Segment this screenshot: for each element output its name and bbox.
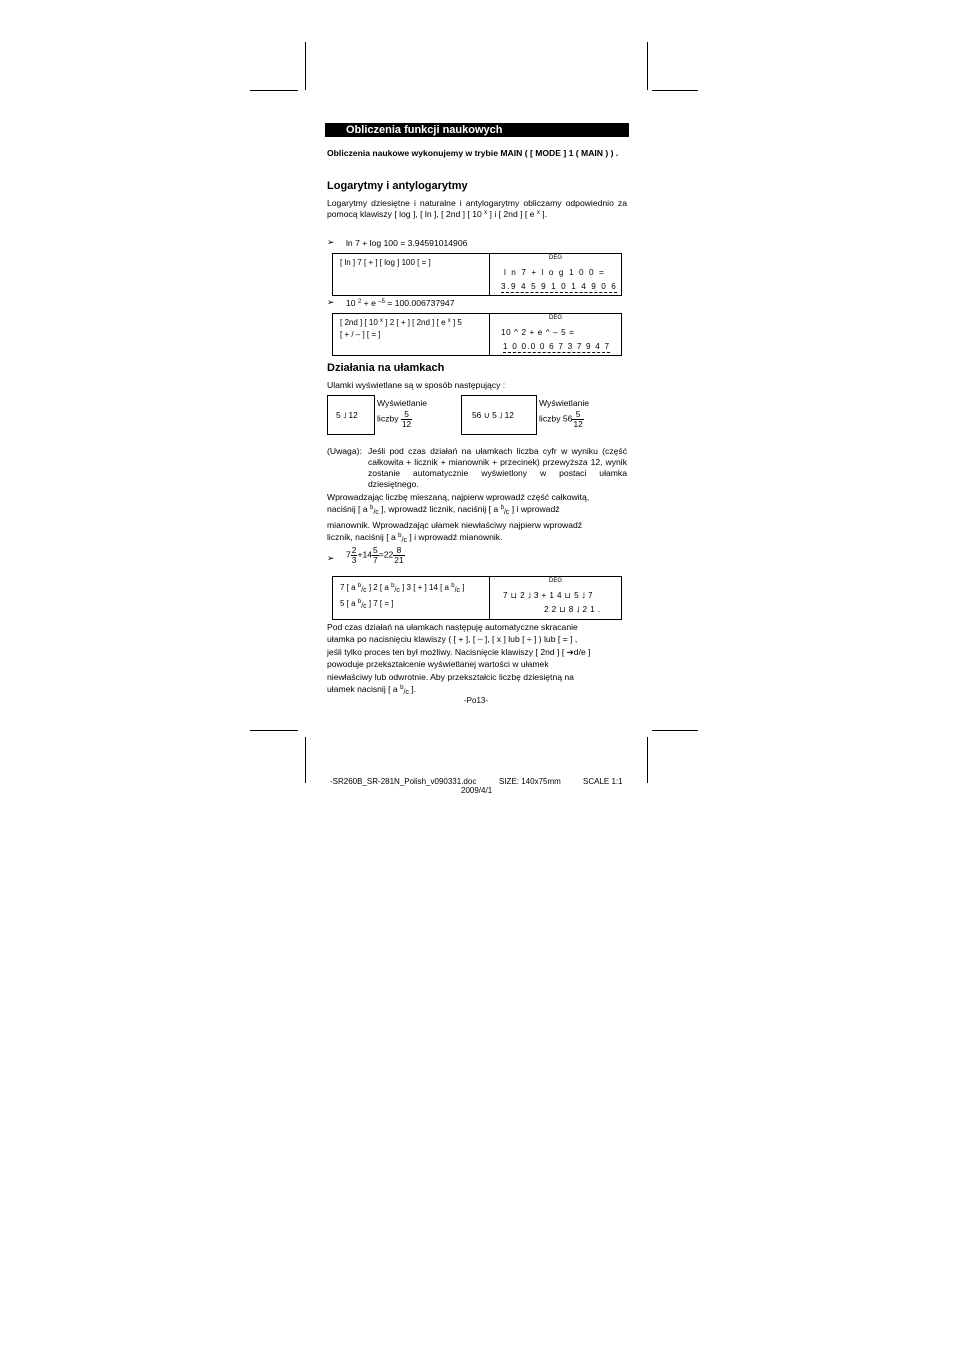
fraction-display-label: Wyświetlanie xyxy=(539,398,590,408)
fraction-display-value: liczby $\frac{5}{12}$ xyxy=(377,409,412,429)
crop-mark xyxy=(652,90,698,91)
fraction: $\frac{8}{21}$ xyxy=(394,545,404,565)
crop-mark xyxy=(250,90,298,91)
fraction-display-box-1: 5 ˩ 12 xyxy=(327,395,375,435)
key-sequence: [ ln ] 7 [ + ] [ log ] 100 [ = ] xyxy=(333,254,490,295)
example-1: ln 7 + log 100 = 3.94591014906 xyxy=(346,238,468,248)
footer-filename: -SR260B_SR-281N_Polish_v090331.doc xyxy=(330,777,477,786)
calculator-display xyxy=(490,577,621,619)
example-3: 7 $\frac{2}{3}$ +14 $\frac{5}{7}$ =22 $\frac{8}{21}$ xyxy=(346,545,404,565)
display-line-1: 7 ⊔ 2 ˩ 3 + 1 4 ⊔ 5 ˩ 7 xyxy=(503,591,593,600)
crop-mark xyxy=(652,730,698,731)
fraction-display-box-2: 56 ∪ 5 ˩ 12 xyxy=(461,395,537,435)
display-line-1: l n 7 + l o g 1 0 0 = xyxy=(504,268,606,277)
note-label: (Uwaga): xyxy=(327,446,362,456)
bullet-arrow-icon: ➢ xyxy=(327,237,335,247)
fraction: $\frac{5}{12}$ xyxy=(573,409,583,429)
heading-fractions: Działania na ułamkach xyxy=(327,362,445,374)
calculator-display xyxy=(490,254,621,295)
note-text: Jeśli pod czas działań na ułamkach liczba cyfr w wyniku (część całkowita + licznik + mianownik + przecinek) przewyższa 12, wynik zostanie automatycznie wyświetlony w postaci ułamka dziesiętnego. xyxy=(368,446,627,489)
key-sequence: [ 2nd ] [ 10 $^x$ ] 2 [ + ] [ 2nd ] [ e $^x$ ] 5 [ + / – ] [ = ] xyxy=(333,314,490,355)
crop-mark xyxy=(305,737,306,783)
display-line-1: 10 ^ 2 + e ^ – 5 = xyxy=(501,328,575,337)
fractions-intro: Ulamki wyświetlane są w sposób następujący : xyxy=(327,380,506,390)
deg-indicator: DEG xyxy=(548,255,562,261)
calculator-display xyxy=(490,314,621,355)
bullet-arrow-icon: ➢ xyxy=(327,297,335,307)
footer-size: SIZE: 140x75mm xyxy=(499,777,561,786)
key-sequence: 7 [ a $^b$/c ] 2 [ a $^b$/c ] 3 [ + ] 14 [ a $^b$/c ] 5 [ a $^b$/c ] 7 [ = ] xyxy=(333,577,490,619)
heading-logarithms: Logarytmy i antylogarytmy xyxy=(327,180,468,192)
fraction-display-label: Wyświetlanie xyxy=(377,398,428,408)
footer-scale: SCALE 1:1 xyxy=(583,777,623,786)
fraction: $\frac{5}{12}$ xyxy=(401,409,412,429)
to-fraction-arrow-icon: ➔d/e xyxy=(566,646,586,657)
fraction-display-value: liczby 56 $\frac{5}{12}$ xyxy=(539,409,583,429)
page-number: -Po13- xyxy=(464,696,489,705)
footer-date: 2009/4/1 xyxy=(461,786,493,795)
crop-mark xyxy=(647,42,648,90)
intro-text: Obliczenia naukowe wykonujemy w trybie MAIN ( [ MODE ] 1 ( MAIN ) ) . xyxy=(327,148,619,158)
fraction: $\frac{5}{7}$ xyxy=(373,545,378,565)
logarithms-paragraph: Logarytmy dziesiętne i naturalne i antylogarytmy obliczamy odpowiednio za pomocą klawiszy [ log ], [ ln ], [ 2nd ] [ 10 $^x$ ] i [ 2nd ] [ e $^x$ ]. xyxy=(327,198,627,219)
section-banner: Obliczenia funkcji naukowych xyxy=(325,123,629,137)
reduction-paragraph: Pod czas działań na ułamkach następuję automatyczne skracanie ułamka po nacisnięciu klawiszy ( [ + ], [ – ], [ x ] lub [ ÷ ] ) lub [ = ] , jeśli tylko proces ten był możliwy. Nacisnięcie klawiszy [ 2nd ] [ ➔d/e ] powoduje przekształcenie wyświetlanej wartości w ułamek niewłaściwy lub odwrotnie. Aby przekształcic liczbę dziesiętną na ułamek nacisnij [ a $^b_{/c}$ ]. xyxy=(327,622,591,697)
crop-mark xyxy=(305,42,306,90)
deg-indicator: DEG xyxy=(548,578,562,584)
display-line-2: 3.9 4 5 9 1 0 1 4 9 0 6 xyxy=(501,282,617,293)
crop-mark xyxy=(250,730,298,731)
mixed-number-paragraph: Wprowadzając liczbę mieszaną, najpierw wprowadź część całkowitą, naciśnij [ a $^b_{/c}$ ], wprowadź licznik, naciśnij [ a $^b_{/c}$ ] i wprowadź mianownik. Wprowadzając ułamek niewłaściwy najpierw wprowadź licznik, naciśnij [ a $^b_{/c}$ ] i wprowadź mianownik. xyxy=(327,492,590,545)
key-sequence-box-1 xyxy=(332,253,622,296)
fraction: $\frac{2}{3}$ xyxy=(351,545,357,565)
display-line-2: 2 2 ⊔ 8 ˩ 2 1 . xyxy=(544,605,601,614)
key-sequence-box-3 xyxy=(332,576,622,620)
display-line-2: 1 0 0.0 0 6 7 3 7 9 4 7 xyxy=(503,342,610,353)
bullet-arrow-icon: ➢ xyxy=(327,553,335,563)
example-2: 10 $^2$ + e $^{-5}$ = 100.006737947 xyxy=(346,298,455,308)
deg-indicator: DEG xyxy=(548,315,562,321)
crop-mark xyxy=(647,737,648,783)
key-sequence-box-2 xyxy=(332,313,622,356)
